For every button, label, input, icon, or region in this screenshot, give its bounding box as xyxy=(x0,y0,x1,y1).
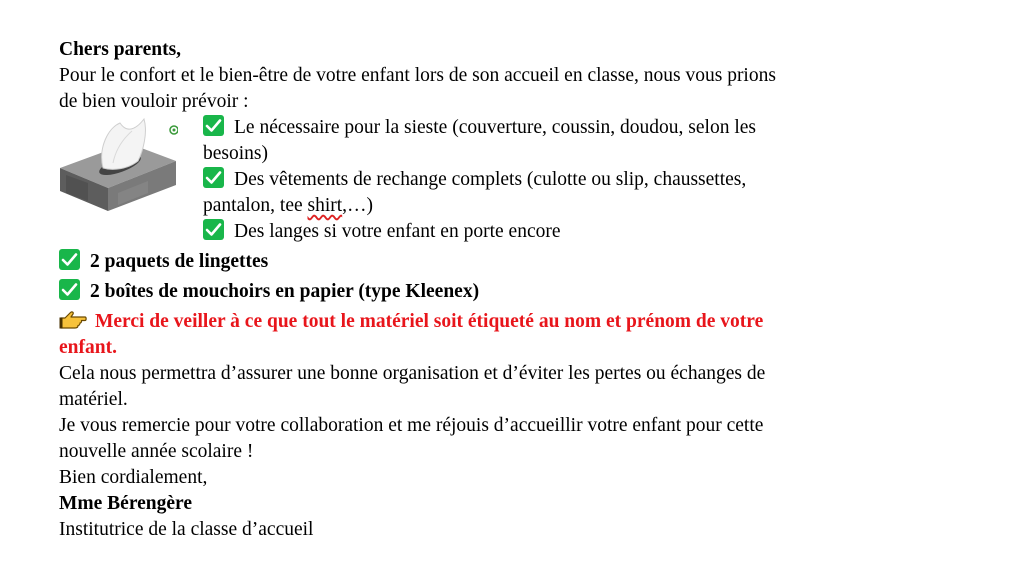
notice-line-1 xyxy=(59,309,959,335)
item-sieste xyxy=(59,115,959,141)
item-lingettes xyxy=(59,249,959,275)
spelling-flag-word: shirt xyxy=(307,195,343,216)
item-sieste-line-2: besoins) xyxy=(203,143,268,164)
closing: Bien cordialement, xyxy=(59,467,208,488)
item-mouchoirs xyxy=(59,279,959,305)
notice-line-2: enfant. xyxy=(59,337,117,358)
signature-role: Institutrice de la classe d’accueil xyxy=(59,519,314,540)
check-mark-icon xyxy=(203,167,224,188)
item-vetements-text: Des vêtements de rechange complets (culotte ou slip, chaussettes, xyxy=(234,169,747,190)
letter xyxy=(59,37,959,543)
paragraph-2-line-1: Je vous remercie pour votre collaboration et me réjouis d’accueillir votre enfant pour cette xyxy=(59,415,764,436)
check-mark-icon xyxy=(203,115,224,136)
check-mark-icon xyxy=(203,219,224,240)
notice-text-1: Merci de veiller à ce que tout le matériel soit étiqueté au nom et prénom de votre xyxy=(95,311,764,332)
item-mouchoirs-text: 2 boîtes de mouchoirs en papier (type Kleenex) xyxy=(90,281,480,302)
pointing-hand-icon xyxy=(59,310,87,330)
item-lingettes-text: 2 paquets de lingettes xyxy=(90,251,269,272)
check-mark-icon xyxy=(59,249,80,270)
item-sieste-text: Le nécessaire pour la sieste (couverture, coussin, doudou, selon les xyxy=(234,117,757,138)
item-vetements-line-2 xyxy=(59,193,959,219)
paragraph-1-line-2: matériel. xyxy=(59,389,128,410)
item-vetements xyxy=(59,167,959,193)
paragraph-1-line-1: Cela nous permettra d’assurer une bonne organisation et d’éviter les pertes ou échanges de xyxy=(59,363,766,384)
greeting: Chers parents, xyxy=(59,39,182,60)
item-langes xyxy=(59,219,959,245)
intro-line-2: de bien vouloir prévoir : xyxy=(59,91,249,112)
item-vetements-line-2-a: pantalon, tee xyxy=(203,195,308,216)
check-mark-icon xyxy=(59,279,80,300)
item-langes-text: Des langes si votre enfant en porte encore xyxy=(234,221,561,242)
intro-line-1: Pour le confort et le bien-être de votre enfant lors de son accueil en classe, nous vous prions xyxy=(59,65,776,86)
paragraph-2-line-2: nouvelle année scolaire ! xyxy=(59,441,254,462)
signature: Mme Bérengère xyxy=(59,493,193,514)
item-vetements-line-2-c: ,…) xyxy=(342,195,374,216)
